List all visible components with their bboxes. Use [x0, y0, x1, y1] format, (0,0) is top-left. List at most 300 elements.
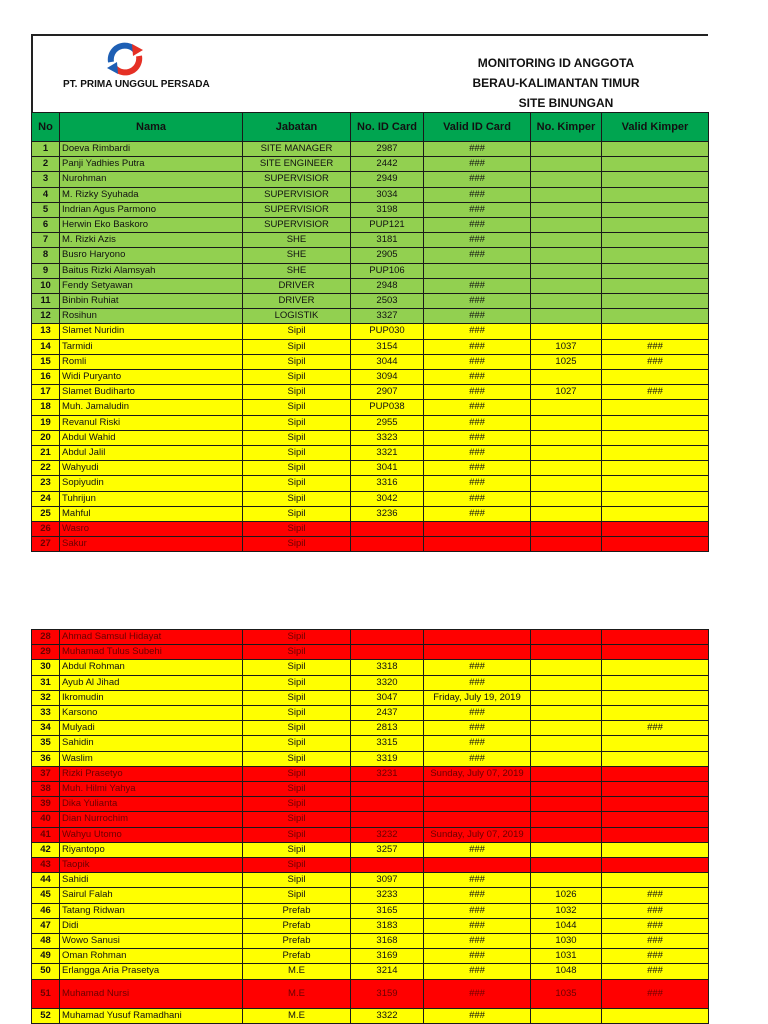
cell-jabatan: SHE	[243, 233, 351, 248]
cell-valid-kimper	[602, 1008, 709, 1023]
cell-id-card	[351, 858, 424, 873]
cell-kimper	[531, 690, 602, 705]
cell-kimper	[531, 370, 602, 385]
report-title	[428, 53, 684, 113]
cell-valid-kimper	[602, 324, 709, 339]
table-row	[32, 263, 709, 278]
cell-valid-kimper	[602, 142, 709, 157]
cell-valid-kimper	[602, 797, 709, 812]
cell-nama: Tarmidi	[60, 339, 243, 354]
cell-id-card: 3159	[351, 979, 424, 1008]
cell-no: 17	[32, 385, 60, 400]
table-row	[32, 278, 709, 293]
cell-valid-id: ###	[424, 842, 531, 857]
cell-jabatan: Sipil	[243, 827, 351, 842]
table-row	[32, 522, 709, 537]
cell-nama: Tuhrijun	[60, 491, 243, 506]
cell-id-card: 3168	[351, 934, 424, 949]
cell-valid-id	[424, 630, 531, 645]
cell-kimper	[531, 1008, 602, 1023]
table-row	[32, 370, 709, 385]
cell-no: 43	[32, 858, 60, 873]
table-row	[32, 430, 709, 445]
cell-jabatan: Sipil	[243, 506, 351, 521]
cell-no: 2	[32, 157, 60, 172]
cell-valid-kimper	[602, 766, 709, 781]
cell-no: 7	[32, 233, 60, 248]
cell-nama: Rizki Prasetyo	[60, 766, 243, 781]
cell-nama: Wahyu Utomo	[60, 827, 243, 842]
cell-valid-kimper: ###	[602, 964, 709, 979]
cell-jabatan: Sipil	[243, 415, 351, 430]
cell-no: 21	[32, 446, 60, 461]
cell-no: 11	[32, 294, 60, 309]
table-row	[32, 187, 709, 202]
cell-nama: Panji Yadhies Putra	[60, 157, 243, 172]
cell-valid-id: ###	[424, 278, 531, 293]
table-row	[32, 812, 709, 827]
cell-id-card	[351, 782, 424, 797]
cell-no: 13	[32, 324, 60, 339]
cell-valid-id: ###	[424, 721, 531, 736]
table-row	[32, 142, 709, 157]
cell-id-card	[351, 812, 424, 827]
cell-valid-kimper	[602, 294, 709, 309]
cell-jabatan: Sipil	[243, 537, 351, 552]
cell-nama: Oman Rohman	[60, 949, 243, 964]
cell-no: 23	[32, 476, 60, 491]
cell-kimper	[531, 827, 602, 842]
cell-kimper: 1025	[531, 354, 602, 369]
cell-id-card: 3034	[351, 187, 424, 202]
cell-valid-kimper: ###	[602, 339, 709, 354]
cell-nama: Slamet Budiharto	[60, 385, 243, 400]
cell-valid-kimper	[602, 736, 709, 751]
cell-jabatan: Sipil	[243, 675, 351, 690]
cell-kimper	[531, 706, 602, 721]
cell-id-card: PUP038	[351, 400, 424, 415]
cell-jabatan: Sipil	[243, 430, 351, 445]
table-row	[32, 736, 709, 751]
table-row	[32, 888, 709, 903]
cell-valid-kimper	[602, 218, 709, 233]
cell-jabatan: Prefab	[243, 918, 351, 933]
cell-no: 49	[32, 949, 60, 964]
cell-valid-id: ###	[424, 157, 531, 172]
cell-id-card: 3318	[351, 660, 424, 675]
cell-valid-kimper	[602, 172, 709, 187]
cell-valid-id: ###	[424, 233, 531, 248]
col-header-valid-kimper: Valid Kimper	[602, 113, 709, 142]
cell-kimper	[531, 873, 602, 888]
table-row	[32, 309, 709, 324]
cell-nama: Muhamad Tulus Subehi	[60, 645, 243, 660]
cell-jabatan: Prefab	[243, 903, 351, 918]
cell-nama: Ahmad Samsul Hidayat	[60, 630, 243, 645]
cell-no: 39	[32, 797, 60, 812]
cell-valid-id: ###	[424, 949, 531, 964]
cell-valid-kimper	[602, 370, 709, 385]
cell-valid-kimper	[602, 675, 709, 690]
cell-id-card: 2949	[351, 172, 424, 187]
cell-no: 34	[32, 721, 60, 736]
cell-jabatan: Sipil	[243, 842, 351, 857]
cell-nama: Erlangga Aria Prasetya	[60, 964, 243, 979]
cell-no: 45	[32, 888, 60, 903]
cell-id-card	[351, 630, 424, 645]
cell-kimper	[531, 491, 602, 506]
cell-kimper	[531, 766, 602, 781]
cell-jabatan: Sipil	[243, 645, 351, 660]
title-line-2: BERAU-KALIMANTAN TIMUR	[472, 76, 640, 90]
table-header-row	[32, 113, 709, 142]
table-row	[32, 873, 709, 888]
cell-valid-kimper	[602, 415, 709, 430]
cell-no: 26	[32, 522, 60, 537]
cell-nama: Slamet Nuridin	[60, 324, 243, 339]
table-row	[32, 842, 709, 857]
cell-kimper	[531, 187, 602, 202]
cell-valid-id: ###	[424, 172, 531, 187]
cell-nama: Sopiyudin	[60, 476, 243, 491]
cell-jabatan: M.E	[243, 1008, 351, 1023]
cell-nama: Mulyadi	[60, 721, 243, 736]
cell-kimper	[531, 630, 602, 645]
cell-no: 37	[32, 766, 60, 781]
cell-valid-kimper	[602, 491, 709, 506]
cell-valid-id	[424, 522, 531, 537]
cell-id-card: 3327	[351, 309, 424, 324]
table-row	[32, 766, 709, 781]
cell-jabatan: Sipil	[243, 446, 351, 461]
cell-jabatan: Sipil	[243, 491, 351, 506]
cell-kimper: 1048	[531, 964, 602, 979]
cell-no: 4	[32, 187, 60, 202]
cell-valid-kimper: ###	[602, 354, 709, 369]
cell-no: 27	[32, 537, 60, 552]
col-header-kimper: No. Kimper	[531, 113, 602, 142]
cell-id-card: 3316	[351, 476, 424, 491]
table-row	[32, 949, 709, 964]
cell-nama: Ayub Al Jihad	[60, 675, 243, 690]
cell-nama: Mahful	[60, 506, 243, 521]
cell-valid-id: ###	[424, 430, 531, 445]
cell-no: 35	[32, 736, 60, 751]
cell-valid-kimper: ###	[602, 385, 709, 400]
cell-id-card: 2987	[351, 142, 424, 157]
cell-id-card: 3214	[351, 964, 424, 979]
cell-no: 10	[32, 278, 60, 293]
cell-valid-id	[424, 782, 531, 797]
cell-valid-kimper	[602, 476, 709, 491]
cell-no: 8	[32, 248, 60, 263]
cell-nama: Sairul Falah	[60, 888, 243, 903]
cell-nama: Fendy Setyawan	[60, 278, 243, 293]
cell-nama: Sahidi	[60, 873, 243, 888]
cell-nama: Abdul Rohman	[60, 660, 243, 675]
cell-valid-kimper	[602, 157, 709, 172]
cell-no: 32	[32, 690, 60, 705]
table-row	[32, 782, 709, 797]
cell-nama: Tatang Ridwan	[60, 903, 243, 918]
cell-id-card: 3236	[351, 506, 424, 521]
cell-valid-kimper	[602, 309, 709, 324]
cell-id-card: 3232	[351, 827, 424, 842]
cell-id-card: PUP121	[351, 218, 424, 233]
table-row	[32, 1008, 709, 1023]
cell-valid-kimper	[602, 187, 709, 202]
cell-no: 40	[32, 812, 60, 827]
cell-valid-kimper	[602, 461, 709, 476]
cell-no: 36	[32, 751, 60, 766]
cell-no: 1	[32, 142, 60, 157]
cell-jabatan: Sipil	[243, 736, 351, 751]
cell-jabatan: Sipil	[243, 370, 351, 385]
cell-kimper: 1027	[531, 385, 602, 400]
cell-valid-id: ###	[424, 218, 531, 233]
cell-no: 19	[32, 415, 60, 430]
cell-valid-kimper	[602, 278, 709, 293]
cell-no: 42	[32, 842, 60, 857]
cell-kimper	[531, 233, 602, 248]
cell-id-card: 3319	[351, 751, 424, 766]
cell-jabatan: Sipil	[243, 660, 351, 675]
cell-jabatan: Sipil	[243, 522, 351, 537]
cell-no: 50	[32, 964, 60, 979]
cell-valid-id: ###	[424, 309, 531, 324]
cell-id-card: PUP030	[351, 324, 424, 339]
cell-jabatan: Sipil	[243, 630, 351, 645]
cell-no: 38	[32, 782, 60, 797]
cell-no: 29	[32, 645, 60, 660]
cell-valid-kimper	[602, 751, 709, 766]
cell-valid-id: ###	[424, 400, 531, 415]
cell-valid-id: Friday, July 19, 2019	[424, 690, 531, 705]
cell-id-card: 3047	[351, 690, 424, 705]
cell-valid-id: ###	[424, 202, 531, 217]
table-row	[32, 385, 709, 400]
cell-no: 22	[32, 461, 60, 476]
cell-kimper	[531, 797, 602, 812]
cell-jabatan: Sipil	[243, 797, 351, 812]
table-row	[32, 294, 709, 309]
cell-no: 33	[32, 706, 60, 721]
cell-nama: Karsono	[60, 706, 243, 721]
cell-kimper	[531, 294, 602, 309]
cell-kimper: 1026	[531, 888, 602, 903]
cell-nama: Baitus Rizki Alamsyah	[60, 263, 243, 278]
cell-valid-id: ###	[424, 934, 531, 949]
table-row	[32, 172, 709, 187]
cell-valid-id: ###	[424, 248, 531, 263]
cell-valid-kimper: ###	[602, 888, 709, 903]
cell-id-card: 3183	[351, 918, 424, 933]
cell-no: 46	[32, 903, 60, 918]
cell-no: 3	[32, 172, 60, 187]
cell-valid-id: Sunday, July 07, 2019	[424, 827, 531, 842]
cell-id-card: PUP106	[351, 263, 424, 278]
cell-no: 47	[32, 918, 60, 933]
cell-nama: M. Rizki Azis	[60, 233, 243, 248]
cell-no: 5	[32, 202, 60, 217]
cell-kimper	[531, 263, 602, 278]
table-row	[32, 858, 709, 873]
cell-nama: Nurohman	[60, 172, 243, 187]
table-row	[32, 400, 709, 415]
cell-nama: Indrian Agus Parmono	[60, 202, 243, 217]
cell-jabatan: DRIVER	[243, 278, 351, 293]
cell-kimper	[531, 142, 602, 157]
cell-kimper	[531, 751, 602, 766]
cell-jabatan: SHE	[243, 263, 351, 278]
cell-valid-kimper	[602, 537, 709, 552]
cell-id-card: 3181	[351, 233, 424, 248]
cell-jabatan: Sipil	[243, 339, 351, 354]
cell-kimper	[531, 430, 602, 445]
cell-nama: Didi	[60, 918, 243, 933]
cell-kimper	[531, 522, 602, 537]
cell-jabatan: Sipil	[243, 400, 351, 415]
cell-kimper: 1032	[531, 903, 602, 918]
cell-jabatan: Sipil	[243, 858, 351, 873]
cell-id-card	[351, 645, 424, 660]
cell-no: 9	[32, 263, 60, 278]
member-table-2	[31, 629, 709, 1024]
col-header-valid-id: Valid ID Card	[424, 113, 531, 142]
cell-kimper	[531, 842, 602, 857]
cell-jabatan: Prefab	[243, 934, 351, 949]
cell-valid-kimper: ###	[602, 721, 709, 736]
cell-id-card: 3042	[351, 491, 424, 506]
cell-id-card: 3097	[351, 873, 424, 888]
cell-valid-id: ###	[424, 506, 531, 521]
cell-nama: Wasro	[60, 522, 243, 537]
cell-kimper	[531, 537, 602, 552]
cell-nama: Muh. Hilmi Yahya	[60, 782, 243, 797]
cell-jabatan: Prefab	[243, 949, 351, 964]
table-row	[32, 903, 709, 918]
cell-no: 52	[32, 1008, 60, 1023]
cell-id-card	[351, 537, 424, 552]
cell-nama: M. Rizky Syuhada	[60, 187, 243, 202]
cell-jabatan: M.E	[243, 979, 351, 1008]
cell-no: 6	[32, 218, 60, 233]
cell-valid-kimper	[602, 706, 709, 721]
cell-valid-id: ###	[424, 476, 531, 491]
cell-kimper	[531, 446, 602, 461]
cell-kimper	[531, 812, 602, 827]
cell-valid-id	[424, 797, 531, 812]
table-row	[32, 660, 709, 675]
cell-valid-id: Sunday, July 07, 2019	[424, 766, 531, 781]
cell-kimper	[531, 645, 602, 660]
cell-valid-id: ###	[424, 339, 531, 354]
table-row	[32, 645, 709, 660]
cell-jabatan: SUPERVISIOR	[243, 172, 351, 187]
cell-kimper	[531, 736, 602, 751]
cell-valid-id: ###	[424, 461, 531, 476]
cell-jabatan: DRIVER	[243, 294, 351, 309]
cell-jabatan: SUPERVISIOR	[243, 202, 351, 217]
cell-no: 31	[32, 675, 60, 690]
cell-jabatan: Sipil	[243, 751, 351, 766]
cell-id-card: 3257	[351, 842, 424, 857]
company-logo-icon	[105, 42, 145, 76]
cell-id-card: 3323	[351, 430, 424, 445]
cell-id-card: 3315	[351, 736, 424, 751]
cell-nama: Dika Yulianta	[60, 797, 243, 812]
table-row	[32, 964, 709, 979]
col-header-id-card: No. ID Card	[351, 113, 424, 142]
cell-valid-id: ###	[424, 1008, 531, 1023]
cell-kimper	[531, 278, 602, 293]
cell-kimper	[531, 202, 602, 217]
cell-jabatan: Sipil	[243, 721, 351, 736]
cell-id-card: 3198	[351, 202, 424, 217]
cell-nama: Busro Haryono	[60, 248, 243, 263]
table-row	[32, 218, 709, 233]
cell-valid-id: ###	[424, 446, 531, 461]
table-row	[32, 827, 709, 842]
cell-id-card: 3233	[351, 888, 424, 903]
cell-id-card: 3322	[351, 1008, 424, 1023]
table-row	[32, 446, 709, 461]
cell-nama: Abdul Wahid	[60, 430, 243, 445]
cell-valid-id: ###	[424, 873, 531, 888]
cell-kimper	[531, 721, 602, 736]
cell-valid-id	[424, 645, 531, 660]
cell-valid-id: ###	[424, 736, 531, 751]
cell-valid-kimper: ###	[602, 949, 709, 964]
cell-kimper: 1037	[531, 339, 602, 354]
cell-no: 20	[32, 430, 60, 445]
cell-jabatan: Sipil	[243, 385, 351, 400]
cell-valid-kimper: ###	[602, 934, 709, 949]
cell-nama: Sahidin	[60, 736, 243, 751]
cell-valid-kimper	[602, 248, 709, 263]
cell-id-card	[351, 797, 424, 812]
cell-jabatan: Sipil	[243, 324, 351, 339]
cell-id-card: 2442	[351, 157, 424, 172]
cell-jabatan: SUPERVISIOR	[243, 187, 351, 202]
cell-valid-kimper	[602, 812, 709, 827]
report-header	[31, 34, 708, 112]
cell-nama: Muhamad Nursi	[60, 979, 243, 1008]
cell-jabatan: SITE MANAGER	[243, 142, 351, 157]
cell-jabatan: Sipil	[243, 706, 351, 721]
cell-valid-id: ###	[424, 385, 531, 400]
cell-kimper	[531, 218, 602, 233]
cell-id-card: 3094	[351, 370, 424, 385]
cell-no: 15	[32, 354, 60, 369]
table-row	[32, 339, 709, 354]
cell-id-card: 3321	[351, 446, 424, 461]
cell-kimper	[531, 309, 602, 324]
table-row	[32, 918, 709, 933]
cell-valid-kimper	[602, 873, 709, 888]
cell-nama: Wahyudi	[60, 461, 243, 476]
cell-nama: Riyantopo	[60, 842, 243, 857]
cell-valid-id: ###	[424, 675, 531, 690]
cell-valid-id: ###	[424, 354, 531, 369]
cell-nama: Dian Nurrochim	[60, 812, 243, 827]
cell-valid-id: ###	[424, 187, 531, 202]
cell-id-card: 3320	[351, 675, 424, 690]
cell-kimper	[531, 782, 602, 797]
cell-no: 14	[32, 339, 60, 354]
cell-no: 44	[32, 873, 60, 888]
title-line-3: SITE BINUNGAN	[518, 96, 614, 110]
